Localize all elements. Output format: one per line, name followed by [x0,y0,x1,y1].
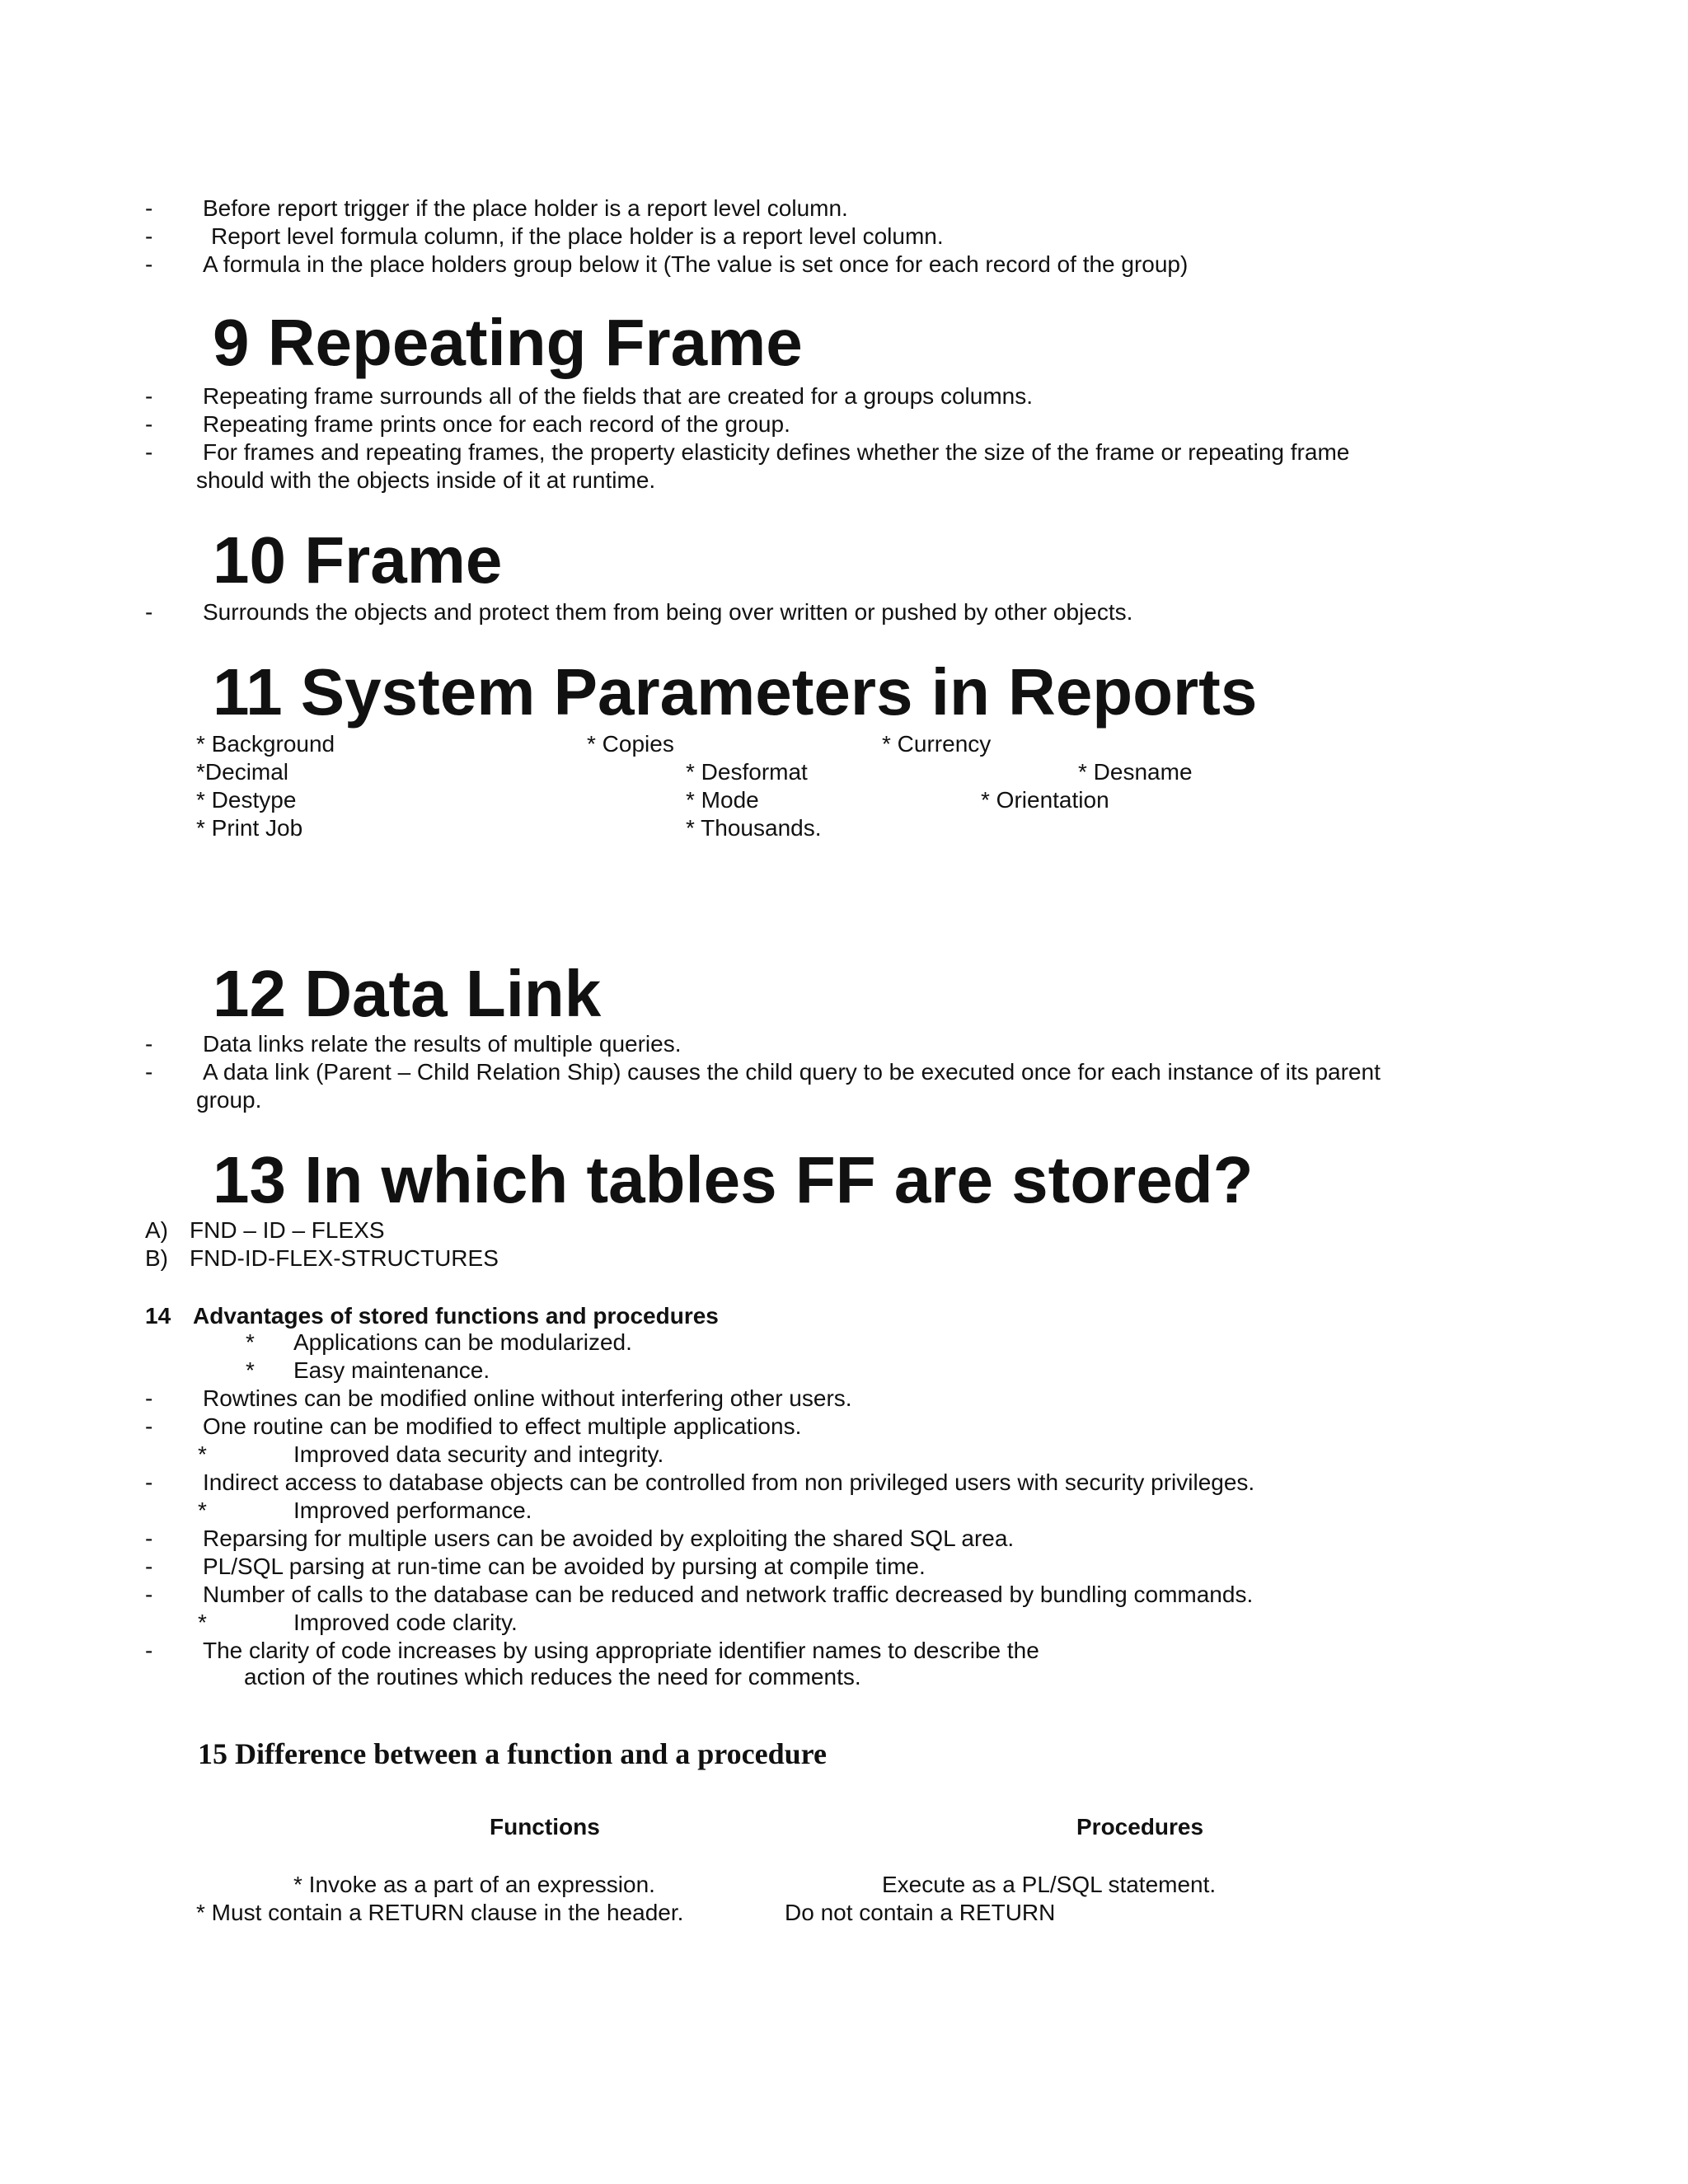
section-14-item: PL/SQL parsing at run-time can be avoided by pursing at compile time. [203,1554,926,1579]
param-desformat: * Desformat [686,759,808,785]
function-row-2: * Must contain a RETURN clause in the header. [196,1900,684,1925]
param-thousands: * Thousands. [686,815,822,841]
section-14-item: Improved code clarity. [293,1610,518,1635]
section-14-item: Improved data security and integrity. [293,1441,664,1467]
section-14-item: One routine can be modified to effect multiple applications. [203,1413,802,1439]
star-marker: * [198,1441,207,1467]
section-14-item: Improved performance. [293,1497,532,1523]
dash-marker: - [145,1638,153,1663]
section-12-item-2: A data link (Parent – Child Relation Ship) causes the child query to be executed once for each instance of its parent [203,1059,1381,1085]
section-9-item-2: Repeating frame prints once for each record of the group. [203,411,790,437]
param-orientation: * Orientation [981,787,1109,813]
star-marker: * [198,1610,207,1635]
option-b-text: FND-ID-FLEX-STRUCTURES [190,1245,499,1271]
section-9-item-3: For frames and repeating frames, the property elasticity defines whether the size of the frame or repeating frame [203,439,1350,465]
section-14-heading: Advantages of stored functions and procedures [193,1303,719,1329]
star-marker: * [246,1329,255,1355]
dash-marker: - [145,383,153,409]
dash-marker: - [145,1582,153,1607]
column-header-functions: Functions [490,1814,600,1840]
param-desname: * Desname [1078,759,1193,785]
dash-marker: - [145,1469,153,1495]
option-a-label: A) [145,1217,168,1243]
function-row-1: * Invoke as a part of an expression. [293,1872,655,1897]
procedure-row-2: Do not contain a RETURN [785,1900,1056,1925]
procedure-row-1: Execute as a PL/SQL statement. [882,1872,1217,1897]
option-b-label: B) [145,1245,168,1271]
section-14-item: Rowtines can be modified online without interfering other users. [203,1385,852,1411]
section-12-heading: 12 Data Link [213,957,602,1030]
section-12-item-1: Data links relate the results of multiple queries. [203,1031,682,1057]
dash-marker: - [145,195,153,221]
dash-marker: - [145,1385,153,1411]
intro-line-1: Before report trigger if the place holder is a report level column. [203,195,848,221]
param-decimal: *Decimal [196,759,289,785]
star-marker: * [246,1357,255,1383]
section-9-item-1: Repeating frame surrounds all of the fields that are created for a groups columns. [203,383,1033,409]
dash-marker: - [145,1526,153,1551]
param-destype: * Destype [196,787,297,813]
section-9-heading: 9 Repeating Frame [213,306,803,379]
param-background: * Background [196,731,335,757]
star-marker: * [198,1497,207,1523]
section-9-continuation: should with the objects inside of it at runtime. [196,467,656,493]
section-12-continuation: group. [196,1087,262,1113]
section-14-item: Easy maintenance. [293,1357,490,1383]
dash-marker: - [145,439,153,465]
dash-marker: - [145,223,153,249]
section-14-number: 14 [145,1303,171,1329]
dash-marker: - [145,1059,153,1085]
section-14-item: Applications can be modularized. [293,1329,632,1355]
section-14-item: Number of calls to the database can be reduced and network traffic decreased by bundling commands. [203,1582,1254,1607]
intro-line-2: Report level formula column, if the place holder is a report level column. [211,223,944,249]
param-print-job: * Print Job [196,815,303,841]
section-10-heading: 10 Frame [213,523,503,597]
param-copies: * Copies [587,731,674,757]
intro-line-3: A formula in the place holders group below it (The value is set once for each record of the group) [203,251,1189,277]
section-15-heading: 15 Difference between a function and a procedure [198,1737,827,1770]
dash-marker: - [145,1413,153,1439]
dash-marker: - [145,1554,153,1579]
section-14-item: The clarity of code increases by using appropriate identifier names to describe the [203,1638,1039,1663]
dash-marker: - [145,599,153,625]
param-currency: * Currency [882,731,992,757]
option-a-text: FND – ID – FLEXS [190,1217,385,1243]
column-header-procedures: Procedures [1076,1814,1204,1840]
section-11-heading: 11 System Parameters in Reports [213,655,1258,729]
section-13-heading: 13 In which tables FF are stored? [213,1143,1254,1216]
dash-marker: - [145,251,153,277]
section-14-item: Reparsing for multiple users can be avoided by exploiting the shared SQL area. [203,1526,1015,1551]
param-mode: * Mode [686,787,759,813]
dash-marker: - [145,411,153,437]
section-14-continuation: action of the routines which reduces the need for comments. [244,1664,861,1690]
dash-marker: - [145,1031,153,1057]
section-14-item: Indirect access to database objects can be controlled from non privileged users with security privileges. [203,1469,1255,1495]
section-10-item-1: Surrounds the objects and protect them from being over written or pushed by other objects. [203,599,1133,625]
